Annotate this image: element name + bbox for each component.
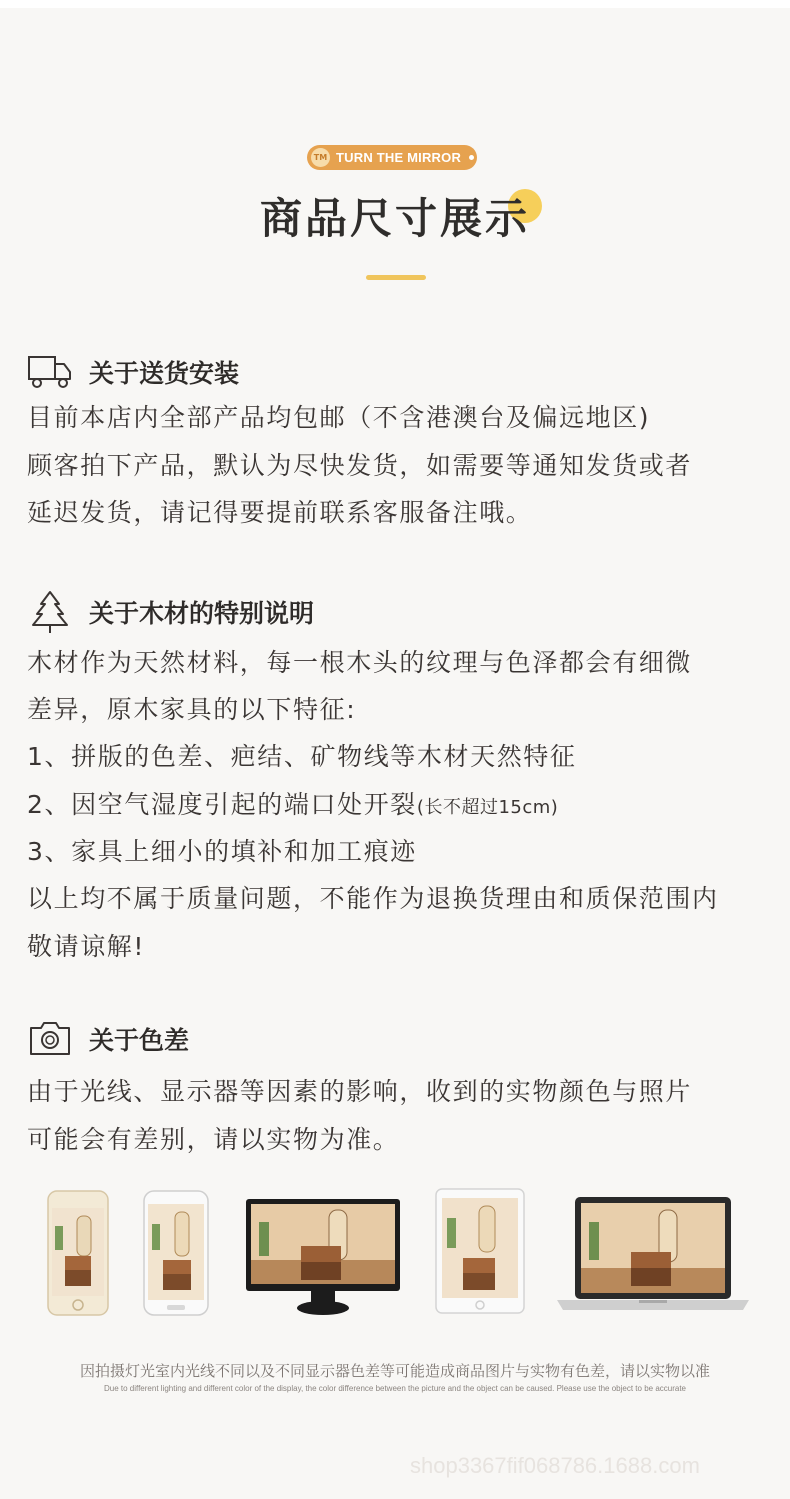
section-color-header xyxy=(27,1020,189,1058)
camera-icon xyxy=(27,1020,73,1058)
wood-line-5: 3、家具上细小的填补和加工痕迹 xyxy=(27,837,417,866)
section-wood-title: 关于木材的特别说明 xyxy=(89,599,315,628)
page-title: 商品尺寸展示 xyxy=(259,194,530,243)
brand-badge-text: TURN THE MIRROR xyxy=(336,150,462,165)
section-color-title: 关于色差 xyxy=(89,1026,190,1055)
wood-line-7: 敬请谅解! xyxy=(27,932,146,961)
section-delivery-title: 关于送货安装 xyxy=(89,359,240,388)
wood-line-4 xyxy=(27,785,558,821)
truck-icon xyxy=(27,353,73,391)
section-delivery-header xyxy=(27,353,239,391)
wood-line-4-text: 2、因空气湿度引起的端口处开裂 xyxy=(27,790,417,819)
brand-badge xyxy=(307,145,477,170)
desktop-monitor-device xyxy=(245,1198,401,1322)
shop-watermark: shop3367fif068786.1688.com xyxy=(410,1453,700,1478)
color-line-1: 由于光线、显示器等因素的影响，收到的实物颜色与照片 xyxy=(27,1077,693,1106)
wood-line-3: 1、拼版的色差、疤结、矿物线等木材天然特征 xyxy=(27,742,577,771)
wood-line-2: 差异，原木家具的以下特征: xyxy=(27,695,357,724)
samsung-phone-device xyxy=(143,1190,209,1320)
iphone-gold-device xyxy=(47,1190,109,1320)
tablet-device xyxy=(435,1188,525,1318)
wood-line-6: 以上均不属于质量问题，不能作为退换货理由和质保范围内 xyxy=(27,884,719,913)
delivery-line-3: 延迟发货，请记得要提前联系客服备注哦。 xyxy=(27,498,533,527)
brand-logo-icon: TM xyxy=(311,148,330,167)
footer-disclaimer-cn: 因拍摄灯光室内光线不同以及不同显示器色差等可能造成商品图片与实物有色差，请以实物以准 xyxy=(79,1362,710,1380)
tree-icon xyxy=(27,590,73,634)
badge-dot xyxy=(469,155,474,160)
device-display-illustration xyxy=(0,1180,790,1330)
delivery-line-1: 目前本店内全部产品均包邮（不含港澳台及偏远地区) xyxy=(27,403,651,432)
title-underline xyxy=(366,275,426,280)
wood-crack-note: (长不超过15cm) xyxy=(416,797,559,818)
footer-disclaimer-en: Due to different lighting and different color of the display, the color difference between the picture and the object can be caused. Please use the object to be accurate xyxy=(103,1384,686,1393)
section-wood-header xyxy=(27,590,314,634)
delivery-line-2: 顾客拍下产品，默认为尽快发货，如需要等通知发货或者 xyxy=(27,451,693,480)
top-strip xyxy=(0,0,790,8)
laptop-device xyxy=(553,1196,753,1322)
wood-line-1: 木材作为天然材料，每一根木头的纹理与色泽都会有细微 xyxy=(27,648,693,677)
color-line-2: 可能会有差别，请以实物为准。 xyxy=(27,1125,400,1154)
